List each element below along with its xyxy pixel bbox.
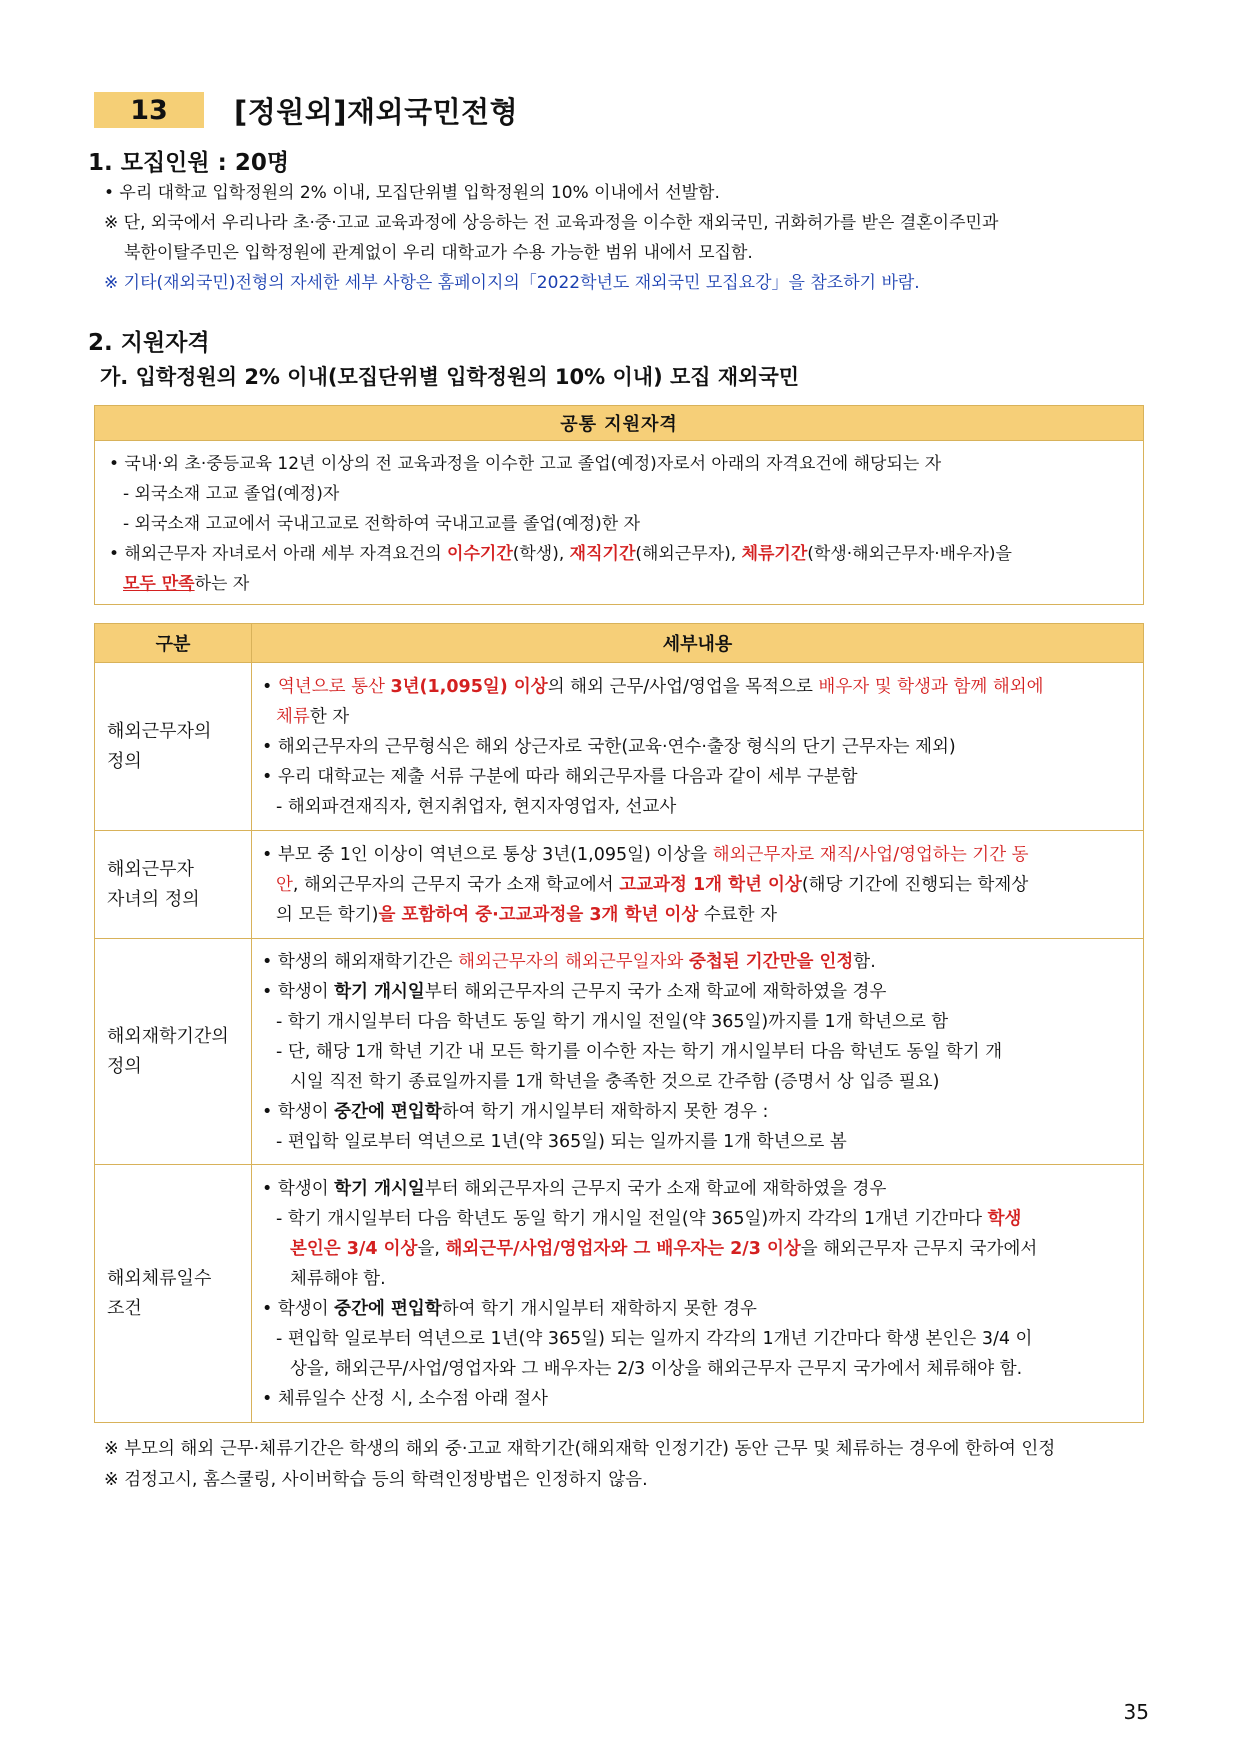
text: 정의	[107, 750, 142, 772]
highlight: 을 포함하여 중·고교과정을 3개 학년 이상	[378, 904, 699, 925]
row-category	[95, 939, 252, 1165]
text: • 학생이	[262, 981, 335, 1002]
text: 의 모든 학기)	[276, 904, 379, 925]
detail-line	[262, 1234, 1133, 1264]
highlight: 체류기간	[741, 544, 808, 564]
detail-line	[262, 1174, 1133, 1204]
page-number: 35	[1123, 1700, 1149, 1724]
detail-line: - 단, 해당 1개 학년 기간 내 모든 학기를 이수한 자는 학기 개시일부터 다음 학년도 동일 학기 개	[276, 1041, 1003, 1062]
text: 자녀의 정의	[107, 888, 200, 910]
text: 정의	[107, 1055, 142, 1077]
text: • 학생이	[262, 1101, 335, 1122]
text: • 부모 중 1인 이상이 역년으로 통상 3년(1,095일) 이상을	[262, 844, 713, 865]
highlight: 역년으로 통산	[277, 676, 391, 697]
detail-line: • 해외근무자의 근무형식은 해외 상근자로 국한(교육·연수·출장 형식의 단기 근무자는 제외)	[262, 736, 956, 757]
detail-line	[262, 672, 1133, 702]
detail-line	[262, 1204, 1133, 1234]
recruit-line-3: 북한이탈주민은 입학정원에 관계없이 우리 대학교가 수용 가능한 범위 내에서 모집함.	[124, 243, 753, 263]
recruit-line-2: ※ 단, 외국에서 우리나라 초·중·고교 교육과정에 상응하는 전 교육과정을 이수한 재외국민, 귀화허가를 받은 결혼이주민과	[104, 213, 999, 233]
text: 부터 해외근무자의 근무지 국가 소재 학교에 재학하였을 경우	[424, 981, 887, 1002]
highlight: 중첩된 기간만을 인정	[688, 951, 854, 972]
text: • 해외근무자 자녀로서 아래 세부 자격요건의	[109, 544, 448, 564]
emphasis: 학기 개시일	[334, 1178, 425, 1199]
text: 하여 학기 개시일부터 재학하지 못한 경우 :	[441, 1101, 769, 1122]
recruit-line-4: ※ 기타(재외국민)전형의 자세한 세부 사항은 홈페이지의「2022학년도 재외국민 모집요강」을 참조하기 바람.	[104, 273, 920, 293]
text: • 학생이	[262, 1178, 335, 1199]
text: , 해외근무자의 근무지 국가 소재 학교에서	[292, 874, 620, 895]
heading-eligibility: 2. 지원자격	[88, 330, 210, 356]
section-header	[94, 92, 518, 128]
detail-line: - 편입학 일로부터 역년으로 1년(약 365일) 되는 일까지 각각의 1개년 기간마다 학생 본인은 3/4 이	[276, 1328, 1033, 1349]
text: (학생),	[512, 544, 570, 564]
common-line-4	[109, 543, 1012, 565]
highlight: 고교과정 1개 학년 이상	[619, 874, 802, 895]
text: 을 해외근무자 근무지 국가에서	[800, 1238, 1038, 1259]
detail-line	[262, 1097, 1133, 1127]
highlight: 해외근무자로 재직/사업/영업하는 기간 동	[712, 844, 1029, 865]
detail-line	[262, 870, 1133, 900]
text: • 학생이	[262, 1298, 335, 1319]
text: - 학기 개시일부터 다음 학년도 동일 학기 개시일 전일(약 365일)까지 각각의 1개년 기간마다	[276, 1208, 988, 1229]
text: 함.	[853, 951, 876, 972]
text: 해외체류일수	[107, 1267, 212, 1289]
footnote-2: ※ 검정고시, 홈스쿨링, 사이버학습 등의 학력인정방법은 인정하지 않음.	[104, 1470, 648, 1490]
text: 조건	[107, 1297, 142, 1319]
emphasis: 학기 개시일	[334, 981, 425, 1002]
row-detail	[252, 663, 1144, 831]
text: 해외재학기간의	[107, 1025, 229, 1047]
common-line-3: - 외국소재 고교에서 국내고교로 전학하여 국내고교를 졸업(예정)한 자	[123, 514, 641, 534]
recruit-line-1: • 우리 대학교 입학정원의 2% 이내, 모집단위별 입학정원의 10% 이내에서 선발함.	[104, 183, 720, 203]
detail-line: - 편입학 일로부터 역년으로 1년(약 365일) 되는 일까지를 1개 학년으로 봄	[276, 1131, 847, 1152]
common-line-1: • 국내·외 초·중등교육 12년 이상의 전 교육과정을 이수한 고교 졸업(예정)자로서 아래의 자격요건에 해당되는 자	[109, 454, 942, 474]
common-line-2: - 외국소재 고교 졸업(예정)자	[123, 484, 340, 504]
highlight: 체류	[276, 706, 310, 727]
detail-line	[262, 1294, 1133, 1324]
text: 부터 해외근무자의 근무지 국가 소재 학교에 재학하였을 경우	[424, 1178, 887, 1199]
detail-line	[262, 947, 1133, 977]
detail-line	[262, 977, 1133, 1007]
table-row	[95, 1165, 1144, 1423]
row-detail	[252, 939, 1144, 1165]
detail-line	[262, 900, 1133, 930]
text: 해외근무자	[107, 858, 194, 880]
highlight: 안	[276, 874, 293, 895]
header-category: 구분	[95, 624, 252, 663]
detail-line	[262, 702, 1133, 732]
text: • 학생의 해외재학기간은	[262, 951, 459, 972]
highlight: 배우자 및 학생과 함께 해외에	[818, 676, 1044, 697]
table-header-row	[95, 624, 1144, 663]
text: 하여 학기 개시일부터 재학하지 못한 경우	[441, 1298, 757, 1319]
text: •	[262, 676, 278, 697]
text: 수료한 자	[698, 904, 778, 925]
highlight: 해외근무/사업/영업자와 그 배우자는 2/3 이상	[445, 1238, 801, 1259]
table-row	[95, 939, 1144, 1165]
row-detail	[252, 831, 1144, 939]
section-title: [정원외]재외국민전형	[234, 94, 519, 129]
detail-line: • 체류일수 산정 시, 소수점 아래 절사	[262, 1388, 548, 1409]
text: (해당 기간에 진행되는 학제상	[801, 874, 1029, 895]
text: (해외근무자),	[635, 544, 742, 564]
table-row	[95, 831, 1144, 939]
text: 해외근무자의	[107, 720, 212, 742]
heading-recruitment: 1. 모집인원 : 20명	[88, 150, 290, 176]
detail-line: - 학기 개시일부터 다음 학년도 동일 학기 개시일 전일(약 365일)까지를 1개 학년으로 함	[276, 1011, 949, 1032]
row-category	[95, 663, 252, 831]
common-line-5	[123, 573, 249, 595]
header-detail: 세부내용	[252, 624, 1144, 663]
row-detail	[252, 1165, 1144, 1423]
highlight: 모두 만족	[123, 574, 195, 594]
common-eligibility-head: 공통 지원자격	[95, 406, 1143, 441]
eligibility-subheading: 가. 입학정원의 2% 이내(모집단위별 입학정원의 10% 이내) 모집 재외국민	[100, 365, 800, 389]
text: 하는 자	[194, 574, 250, 594]
text: 의 해외 근무/사업/영업을 목적으로	[547, 676, 819, 697]
detail-line: - 해외파견재직자, 현지취업자, 현지자영업자, 선교사	[276, 796, 677, 817]
table-row	[95, 663, 1144, 831]
section-number: 13	[94, 92, 204, 128]
eligibility-detail-table	[94, 623, 1144, 1423]
highlight: 학생	[987, 1208, 1022, 1229]
text: 을,	[417, 1238, 446, 1259]
detail-line: 시일 직전 학기 종료일까지를 1개 학년을 충족한 것으로 간주함 (증명서 상 입증 필요)	[290, 1071, 940, 1092]
detail-line	[262, 840, 1133, 870]
highlight: 해외근무자의 해외근무일자와	[458, 951, 689, 972]
footnote-1: ※ 부모의 해외 근무·체류기간은 학생의 해외 중·고교 재학기간(해외재학 인정기간) 동안 근무 및 체류하는 경우에 한하여 인정	[104, 1439, 1056, 1459]
highlight: 3년(1,095일) 이상	[390, 676, 548, 697]
detail-line: 상을, 해외근무/사업/영업자와 그 배우자는 2/3 이상을 해외근무자 근무지 국가에서 체류해야 함.	[290, 1358, 1023, 1379]
emphasis: 중간에 편입학	[334, 1298, 442, 1319]
emphasis: 중간에 편입학	[334, 1101, 442, 1122]
highlight: 이수기간	[447, 544, 513, 564]
text: 한 자	[309, 706, 350, 727]
text: (학생·해외근무자·배우자)을	[807, 544, 1012, 564]
row-category	[95, 831, 252, 939]
highlight: 본인은 3/4 이상	[290, 1238, 418, 1259]
common-eligibility-box	[94, 405, 1144, 605]
highlight: 재직기간	[569, 544, 636, 564]
detail-line: 체류해야 함.	[290, 1268, 386, 1289]
detail-line: • 우리 대학교는 제출 서류 구분에 따라 해외근무자를 다음과 같이 세부 구분함	[262, 766, 858, 787]
row-category	[95, 1165, 252, 1423]
